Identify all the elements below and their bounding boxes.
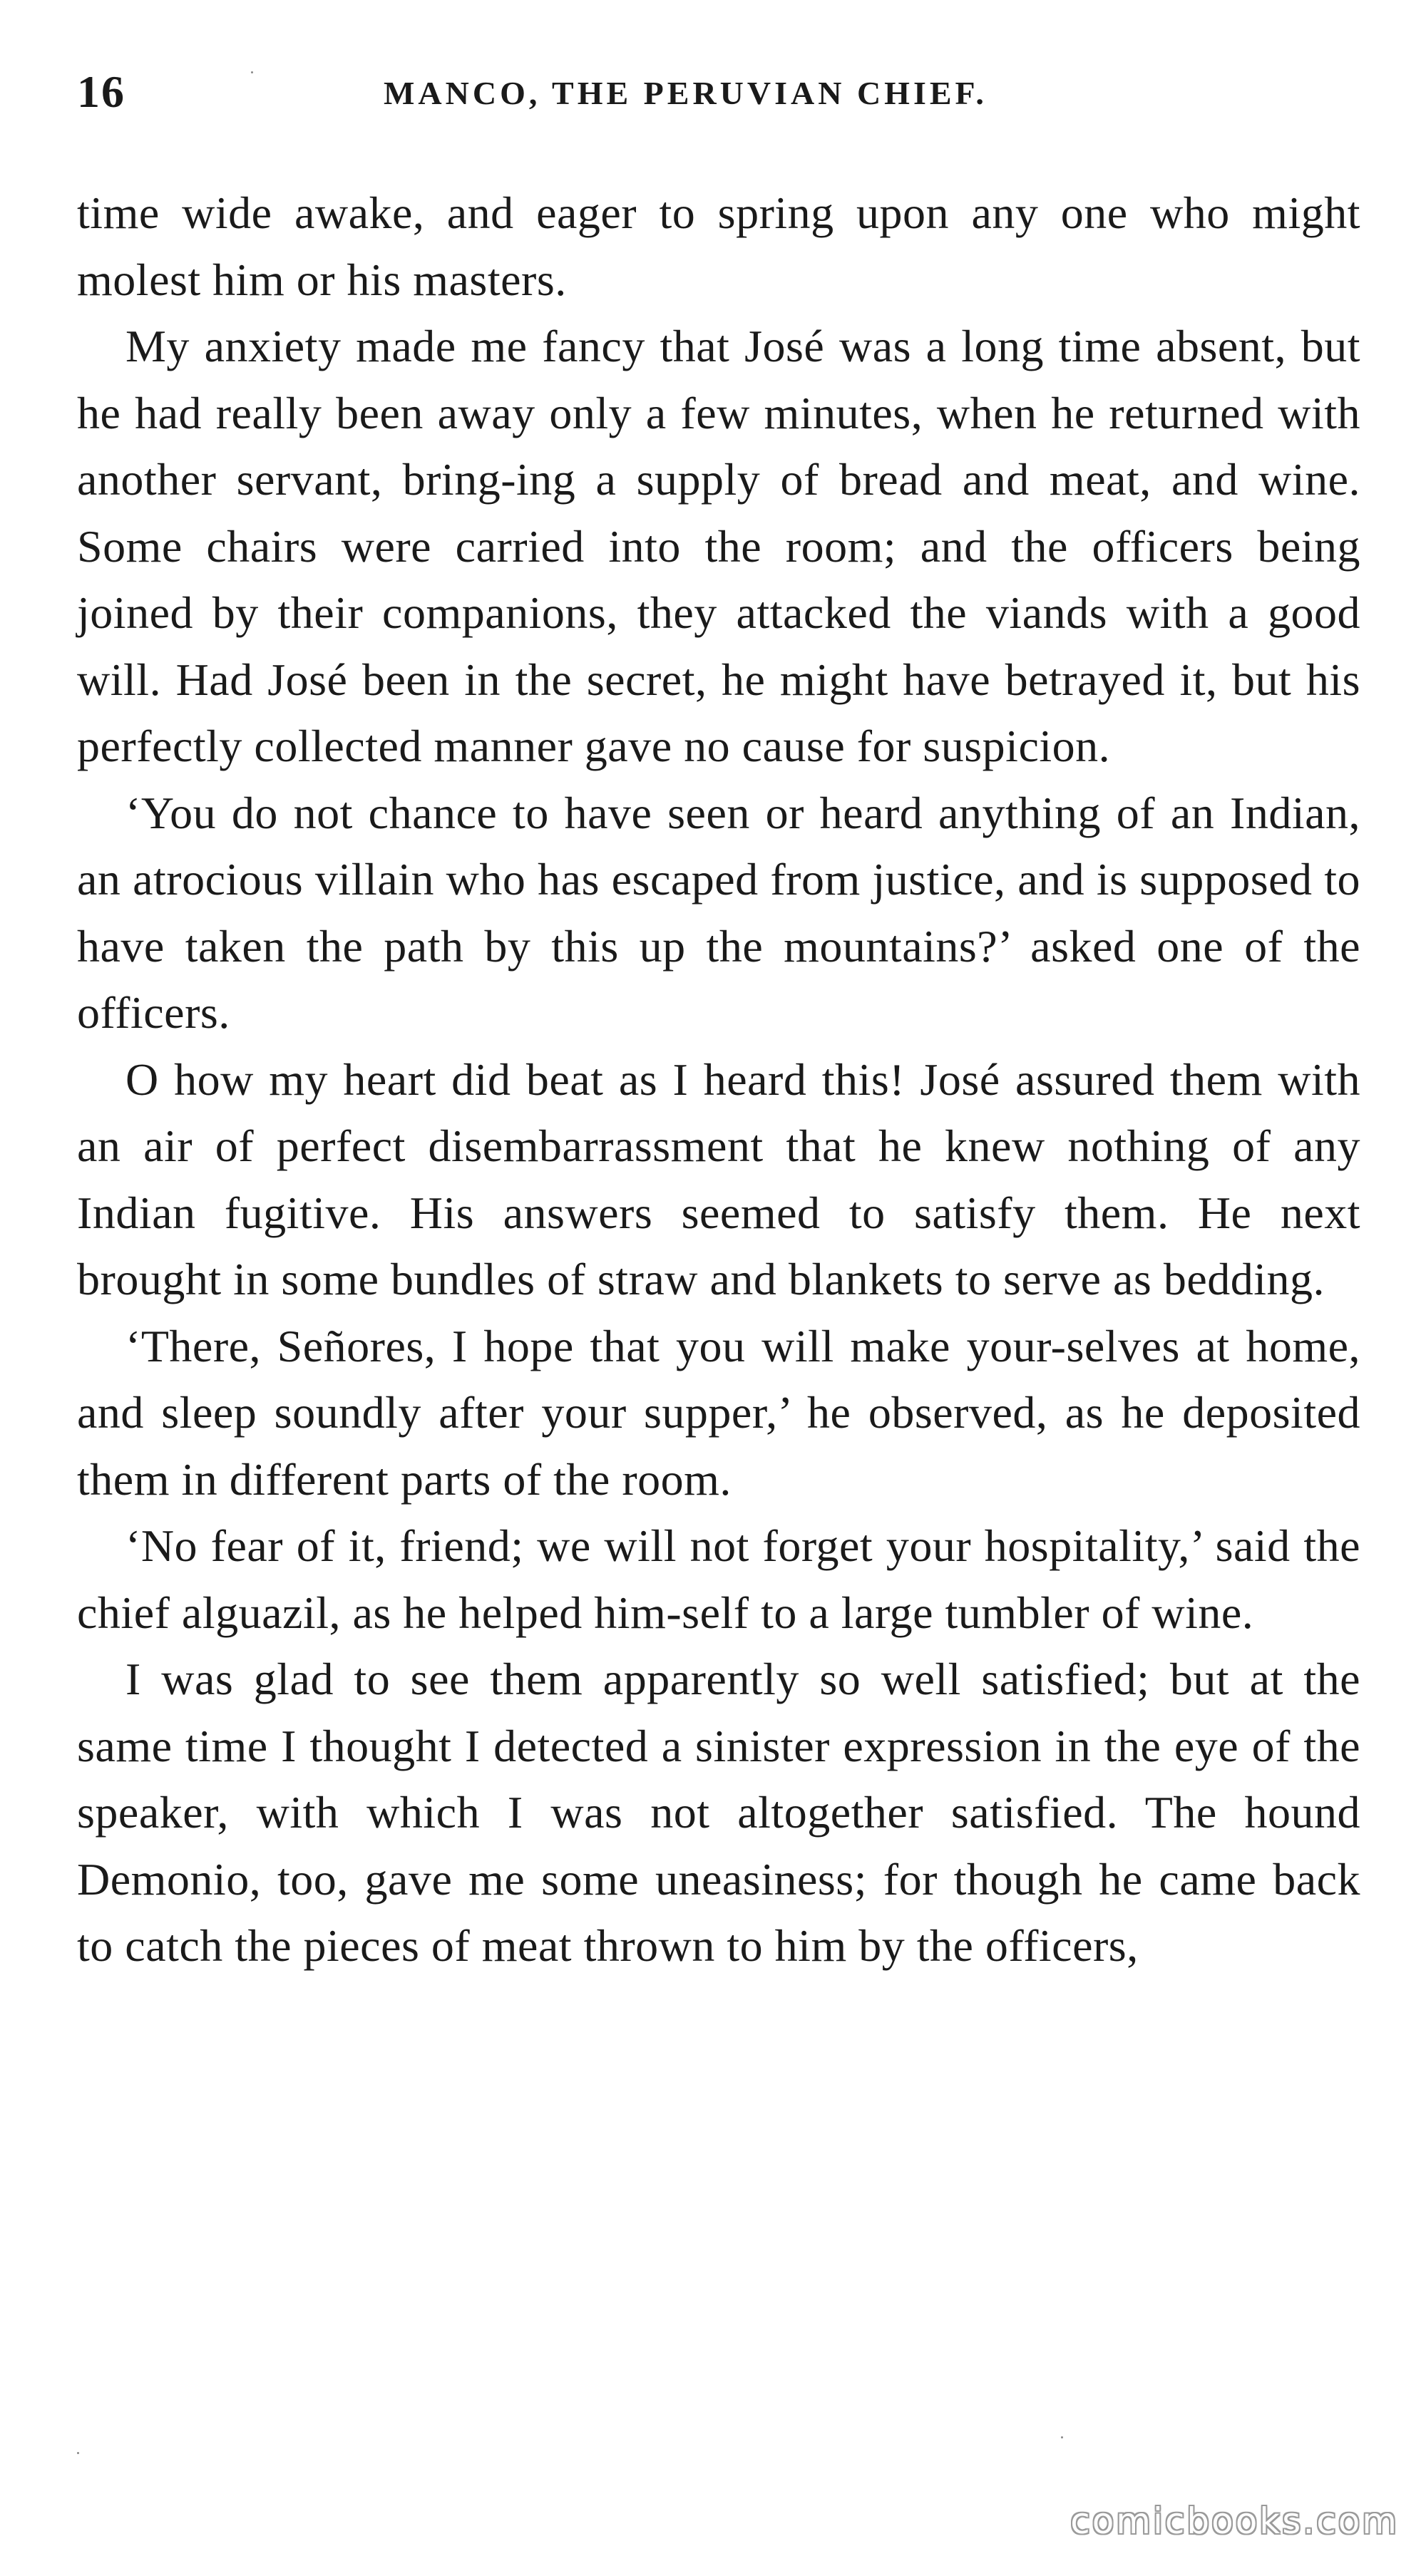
print-speck — [251, 71, 253, 73]
print-speck — [77, 2452, 79, 2454]
paragraph: ‘No fear of it, friend; we will not forget your hospitality,’ said the chief alguazil, as he helped him-self to a large tumbler of wine. — [77, 1520, 1360, 1638]
paragraph: I was glad to see them apparently so well satisfied; but at the same time I thought I detected a sinister expression in the eye of the speaker, with which I was not altogether satisfied. The hound Demonio, too, gave me some uneasiness; for though he came back to catch the pieces of meat thrown to him by the officers, — [77, 1654, 1360, 1971]
running-head: MANCO, THE PERUVIAN CHIEF. — [384, 75, 988, 111]
watermark-logo: comicbooks.com — [1070, 2500, 1399, 2542]
paragraph: ‘There, Señores, I hope that you will make your-selves at home, and sleep soundly after your supper,’ he observed, as he deposited them in different parts of the room. — [77, 1320, 1360, 1505]
print-speck — [1061, 2436, 1063, 2438]
page-header — [77, 66, 1353, 130]
paragraph: O how my heart did beat as I heard this! José assured them with an air of perfect disembarrassment that he knew nothing of any Indian fugitive. His answers seemed to satisfy them. He next brought in some bundles of straw and blankets to serve as bedding. — [77, 1053, 1360, 1304]
page-number: 16 — [77, 66, 125, 117]
paragraph: ‘You do not chance to have seen or heard anything of an Indian, an atrocious villain who has escaped from justice, and is supposed to have taken the path by this up the mountains?’ asked one of the officers. — [77, 787, 1360, 1038]
body-text — [77, 180, 1360, 1979]
paragraph: My anxiety made me fancy that José was a long time absent, but he had really been away only a few minutes, when he returned with another servant, bring-ing a supply of bread and meat, and wine. Some chairs were carried into the room; and the officers being joined by their companions, they attacked the viands with a good will. Had José been in the secret, he might have betrayed it, but his perfectly collected manner gave no cause for suspicion. — [77, 321, 1360, 771]
paragraph: time wide awake, and eager to spring upon any one who might molest him or his masters. — [77, 187, 1360, 305]
